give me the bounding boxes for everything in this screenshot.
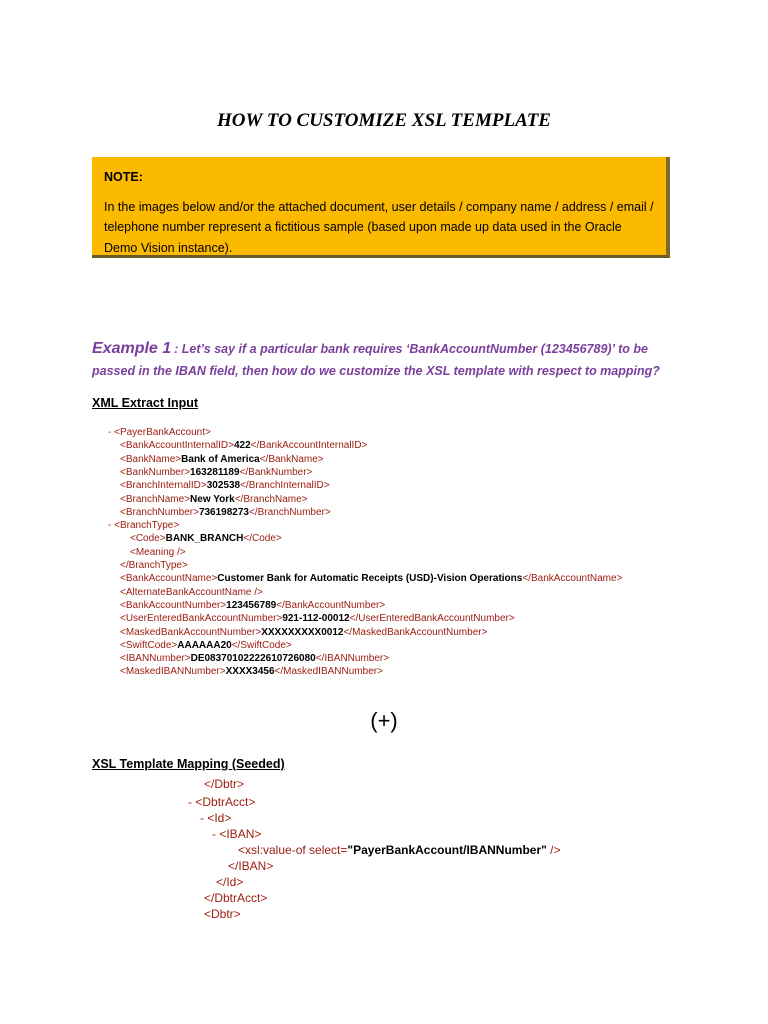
xml-line [120, 453, 324, 467]
xsl-line [216, 874, 243, 890]
xml-tag-open: <BranchNumber> [120, 506, 199, 518]
xsl-line [228, 858, 273, 874]
xml-line [120, 665, 383, 679]
xml-tag-close: </UserEnteredBankAccountNumber> [349, 613, 515, 625]
example-paragraph [92, 338, 692, 382]
xml-tag-open: <BankAccountNumber> [120, 599, 227, 611]
xsl-line [204, 890, 267, 906]
xml-line [120, 612, 515, 626]
xml-line [120, 652, 389, 666]
xml-tag-close: </BranchName> [234, 493, 308, 505]
xsl-line [204, 906, 241, 922]
xml-value: 123456789 [226, 599, 277, 611]
xsl-tag: <Id> [207, 811, 232, 825]
xml-line [120, 572, 622, 586]
xml-tag-close: </BankAccountName> [522, 573, 623, 585]
xml-tag-open: <Meaning /> [130, 546, 186, 558]
xml-line [120, 439, 367, 453]
xml-minus: - [108, 520, 115, 532]
xml-line [130, 546, 186, 560]
xml-line [120, 586, 263, 600]
xml-value: XXXX3456 [225, 666, 275, 678]
plus-sign: (+) [370, 708, 398, 733]
xml-tag-close: </BankNumber> [239, 466, 313, 478]
xsl-line [238, 842, 561, 858]
xml-tag-open: <BranchType> [114, 520, 180, 532]
xml-tag-open: <BranchInternalID> [120, 480, 207, 492]
xml-tag-open: <BranchName> [120, 493, 191, 505]
xsl-value: "PayerBankAccount/IBANNumber" [347, 843, 547, 857]
example-label: Example 1 [92, 340, 172, 357]
xsl-line [188, 794, 255, 810]
xsl-tag: <xsl:value-of [238, 843, 310, 857]
xsl-template-image [180, 777, 640, 921]
xml-tag-close: </MaskedIBANNumber> [274, 666, 383, 678]
xml-value: New York [190, 493, 235, 505]
xml-tag-open: <BankName> [120, 453, 182, 465]
xml-tag-close: </BankName> [259, 453, 324, 465]
xsl-tag: <Dbtr> [204, 907, 241, 921]
xsl-line [200, 810, 231, 826]
xml-tag-open: <MaskedBankAccountNumber> [120, 626, 262, 638]
xml-tag-close: </BankAccountInternalID> [250, 440, 368, 452]
note-box [92, 157, 670, 258]
xml-value: 302538 [206, 480, 241, 492]
xml-minus: - [108, 427, 115, 438]
xml-tag-open: <IBANNumber> [120, 653, 191, 665]
xsl-tag: </Dbtr> [204, 777, 245, 791]
xml-tag-open: <MaskedIBANNumber> [120, 666, 226, 678]
xml-value: XXXXXXXXX0012 [261, 626, 344, 638]
xml-value: DE08370102222610726080 [190, 653, 316, 665]
xml-value: AAAAAA20 [177, 639, 232, 651]
xsl-minus: - [212, 827, 220, 841]
xsl-minus: - [188, 795, 196, 809]
example-text: : Let’s say if a particular bank requires ‘BankAccountNumber (123456789)’ to be passed in the IBAN field, then how do we customize the XSL template with respect to mapping? [92, 342, 660, 378]
xsl-minus: - [200, 811, 208, 825]
xml-tag-open: <PayerBankAccount> [114, 427, 211, 438]
xml-tag-open: <Code> [130, 533, 166, 545]
xsl-tag: </DbtrAcct> [204, 891, 268, 905]
xml-line [108, 426, 211, 440]
xsl-tag: </IBAN> [228, 859, 274, 873]
xsl-tag: </Id> [216, 875, 244, 889]
xml-tag-open: </BranchType> [120, 560, 188, 571]
xsl-tag: <IBAN> [219, 827, 262, 841]
xml-value: 163281189 [190, 466, 240, 478]
xml-line [120, 599, 385, 613]
note-text: In the images below and/or the attached document, user details / company name / address / email / telephone number represent a fictitious sample (based upon made up data used in the Oracle Demo Vision instance). [104, 199, 654, 255]
xml-extract-heading: XML Extract Input [92, 396, 199, 410]
xml-extract-image [108, 426, 678, 688]
xsl-template-heading: XSL Template Mapping (Seeded) [92, 757, 285, 771]
xml-tag-close: </SwiftCode> [231, 639, 292, 651]
xml-tag-close: </BranchNumber> [249, 506, 331, 518]
xml-value: 921-112-00012 [282, 613, 350, 625]
xml-value: Customer Bank for Automatic Receipts (USD)-Vision Operations [217, 573, 523, 585]
xml-value: 422 [233, 440, 251, 452]
xml-tag-open: <AlternateBankAccountName /> [120, 586, 263, 598]
xml-line [130, 532, 282, 546]
xml-tag-close: </MaskedBankAccountNumber> [343, 626, 488, 638]
xml-tag-open: <SwiftCode> [120, 639, 178, 651]
xml-line [120, 639, 292, 653]
xml-line [120, 466, 312, 480]
xml-value: Bank of America [181, 453, 260, 465]
xml-tag-open: <BankAccountInternalID> [120, 440, 234, 452]
xml-tag-close: </BranchInternalID> [240, 480, 330, 492]
xml-line [120, 559, 188, 573]
xml-tag-open: <UserEnteredBankAccountNumber> [120, 613, 283, 625]
xml-line [120, 493, 308, 507]
xsl-tail: /> [546, 843, 561, 857]
xml-tag-open: <BankAccountName> [120, 573, 218, 585]
xml-tag-close: </IBANNumber> [315, 653, 390, 665]
xml-tag-close: </Code> [243, 533, 282, 545]
xml-tag-open: <BankNumber> [120, 466, 191, 478]
page-title: HOW TO CUSTOMIZE XSL TEMPLATE [217, 110, 551, 131]
xml-line [120, 506, 331, 520]
xsl-tag: <DbtrAcct> [195, 795, 256, 809]
xml-value: 736198273 [198, 506, 249, 518]
note-label: NOTE: [104, 170, 143, 184]
xml-tag-close: </BankAccountNumber> [276, 599, 386, 611]
xml-line [120, 479, 330, 493]
xsl-attr: select= [309, 843, 348, 857]
xml-line [120, 626, 487, 640]
xsl-line [212, 826, 261, 842]
xsl-line [204, 776, 244, 792]
xml-line [108, 519, 179, 533]
xml-value: BANK_BRANCH [165, 533, 244, 545]
